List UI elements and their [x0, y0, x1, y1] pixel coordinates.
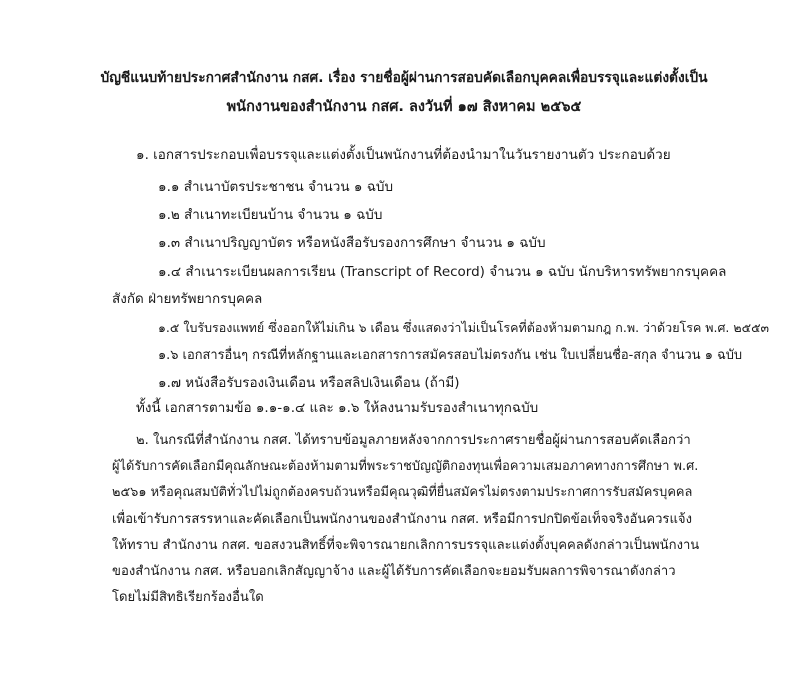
title-line: พนักงานของสำนักงาน กสศ. ลงวันที่ ๑๗ สิงหาคม ๒๕๖๕: [226, 99, 582, 115]
title-line: บัญชีแนบท้ายประกาศสำนักงาน กสศ. เรื่อง รายชื่อผู้ผ่านการสอบคัดเลือกบุคคลเพื่อบรรจุและแต่งตั้งเป็น: [100, 70, 708, 86]
paragraph-line: โดยไม่มีสิทธิเรียกร้องอื่นใด: [112, 590, 264, 606]
list-item: ๑.๔ สำเนาระเบียนผลการเรียน (Transcript of Record) จำนวน ๑ ฉบับ นักบริหารทรัพยากรบุคคล: [158, 264, 727, 280]
paragraph-line: ของสำนักงาน กสศ. หรือบอกเลิกสัญญาจ้าง และผู้ได้รับการคัดเลือกจะยอมรับผลการพิจารณาดังกล่าว: [112, 564, 676, 580]
section-1-heading: ๑. เอกสารประกอบเพื่อบรรจุและแต่งตั้งเป็นพนักงานที่ต้องนำมาในวันรายงานตัว ประกอบด้วย: [136, 147, 671, 163]
list-item-continuation: สังกัด ฝ่ายทรัพยากรบุคคล: [112, 291, 263, 307]
section-2-paragraph: [112, 428, 702, 611]
paragraph-line: ให้ทราบ สำนักงาน กสศ. ขอสงวนสิทธิ์ที่จะพิจารณายกเลิกการบรรจุและแต่งตั้งบุคคลดังกล่าวเป็นพนักงาน: [112, 537, 700, 553]
list-item: ๑.๖ เอกสารอื่นๆ กรณีที่หลักฐานและเอกสารการสมัครสอบไม่ตรงกัน เช่น ใบเปลี่ยนชื่อ-สกุล จำนวน ๑ ฉบับ: [158, 348, 743, 363]
list-item: ๑.๗ หนังสือรับรองเงินเดือน หรือสลิปเงินเดือน (ถ้ามี): [158, 375, 460, 391]
section-1-note: ทั้งนี้ เอกสารตามข้อ ๑.๑-๑.๔ และ ๑.๖ ให้ลงนามรับรองสำเนาทุกฉบับ: [136, 400, 539, 416]
list-item: ๑.๓ สำเนาปริญญาบัตร หรือหนังสือรับรองการศึกษา จำนวน ๑ ฉบับ: [158, 235, 546, 251]
paragraph-line: ๒๕๖๑ หรือคุณสมบัติทั่วไปไม่ถูกต้องครบถ้วนหรือมีคุณวุฒิที่ยื่นสมัครไม่ตรงตามประกาศการรับสมัครบุคคล: [112, 485, 693, 501]
list-item: ๑.๑ สำเนาบัตรประชาชน จำนวน ๑ ฉบับ: [158, 179, 394, 195]
list-item: ๑.๕ ใบรับรองแพทย์ ซึ่งออกให้ไม่เกิน ๖ เดือน ซึ่งแสดงว่าไม่เป็นโรคที่ต้องห้ามตามกฎ ก.พ. ว่าด้วยโรค พ.ศ. ๒๕๕๓: [158, 320, 770, 335]
paragraph-line: ๒. ในกรณีที่สำนักงาน กสศ. ได้ทราบข้อมูลภายหลังจากการประกาศรายชื่อผู้ผ่านการสอบคัดเลือกว่า: [136, 433, 691, 448]
list-item: ๑.๒ สำเนาทะเบียนบ้าน จำนวน ๑ ฉบับ: [158, 207, 383, 223]
paragraph-line: ผู้ได้รับการคัดเลือกมีคุณลักษณะต้องห้ามตามที่พระราชบัญญัติกองทุนเพื่อความเสมอภาคทางการศึกษา พ.ศ.: [112, 459, 699, 475]
document-title: [96, 64, 712, 122]
paragraph-line: เพื่อเข้ารับการสรรหาและคัดเลือกเป็นพนักงานของสำนักงาน กสศ. หรือมีการปกปิดข้อเท็จจริงอันควรแจ้ง: [112, 511, 692, 527]
